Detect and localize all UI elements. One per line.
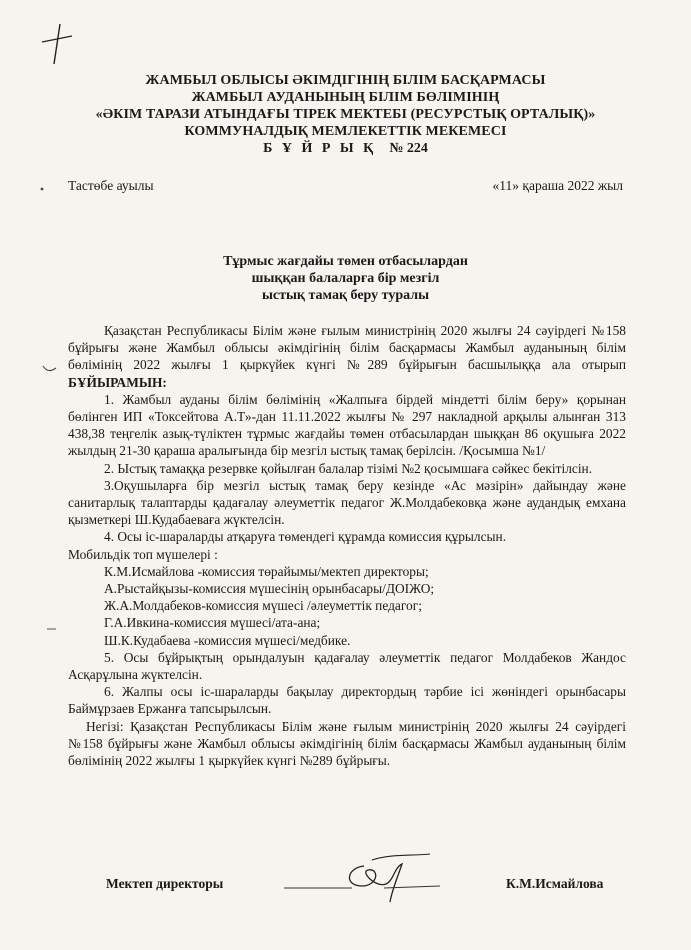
member-4: Г.А.Ивкина-комиссия мүшесі/ата-ана; — [104, 615, 321, 631]
item-2: 2. Ыстық тамаққа резервке қойылған балалар тізімі №2 қосымшаға сәйкес бекітілсін. — [104, 460, 593, 476]
header-line-3: «ӘКІМ ТАРАЗИ АТЫНДАҒЫ ТІРЕК МЕКТЕБІ (РЕСУРСТЫҚ ОРТАЛЫҚ)» — [95, 107, 596, 122]
item-4: 4. Осы іс-шараларды атқаруға төмендегі құрамда комиссия құрылсын. — [104, 529, 507, 545]
signer-name: К.М.Исмайлова — [506, 876, 604, 891]
item-5: 5. Осы бұйрықтың орындалуын қадағалау әлеуметтік педагог Молдабеков Жандос Асқарұлына жүктелсін. — [68, 649, 626, 683]
order-word: Б Ұ Й Р Ы Қ — [263, 141, 377, 156]
intro-emphasis: БҰЙЫРАМЫН: — [68, 374, 167, 390]
document-header — [0, 72, 691, 157]
handwritten-signature — [280, 846, 450, 906]
handwritten-cross-mark — [38, 22, 78, 66]
order-title — [0, 253, 691, 304]
item-1: 1. Жамбыл ауданы білім бөлімінің «Жалпыға бірдей міндетті білім беру» қорынан бөлінген ИП «Токсейтова А.Т»-дан 11.11.2022 жылғы № 297 накладной арқылы алынған 313 438,38 теңгелік азық-түліктен тұрмыс жағдайы төмен отбасылардан шыққан 86 оқушыға 2022 жылдың 21-30 қараша аралығында бір мезгіл ыстық тамақ берілсін. /Қосымша №1/ — [68, 391, 626, 459]
margin-check-mark — [42, 364, 58, 374]
margin-dot-mark — [38, 186, 46, 192]
member-3: Ж.А.Молдабеков-комиссия мүшесі /әлеуметтік педагог; — [104, 598, 422, 614]
item-3: 3.Оқушыларға бір мезгіл ыстық тамақ беру кезінде «Ас мәзірін» дайындау және санитарлық талаптарды қадағалау әлеуметтік педагог Ж.Молдабековқа және аудандық емхана қызметкері Ш.Кудабаеваға жүктелсін. — [68, 477, 626, 528]
header-line-2: ЖАМБЫЛ АУДАНЫНЫҢ БІЛІМ БӨЛІМІНІҢ — [191, 90, 500, 105]
place-name: Тастөбе ауылы — [68, 178, 154, 193]
title-line-1: Тұрмыс жағдайы төмен отбасылардан — [223, 254, 468, 269]
title-line-2: шыққан балаларға бір мезгіл — [251, 271, 440, 286]
title-line-3: ыстық тамақ беру туралы — [261, 288, 430, 303]
order-number: № 224 — [389, 141, 428, 156]
member-1: К.М.Исмайлова -комиссия төрайымы/мектеп директоры; — [104, 563, 429, 579]
signer-role: Мектеп директоры — [106, 876, 224, 891]
group-label: Мобильдік топ мүшелері : — [68, 546, 218, 562]
order-heading — [0, 140, 691, 157]
order-body — [68, 322, 626, 769]
intro-paragraph — [68, 322, 626, 391]
header-line-1: ЖАМБЫЛ ОБЛЫСЫ ӘКІМДІГІНІҢ БІЛІМ БАСҚАРМАСЫ — [145, 73, 546, 88]
member-5: Ш.К.Кудабаева -комиссия мүшесі/медбике. — [104, 632, 351, 648]
basis-paragraph: Негізі: Қазақстан Республикасы Білім және ғылым министрінің 2020 жылғы 24 сәуірдегі №158 бұйрығы және Жамбыл облысы әкімдігінің білім басқармасы Жамбыл ауданының білім бөлімінің 2022 жылғы 1 қыркүйек күнгі №289 бұйрығы. — [68, 718, 626, 769]
item-6: 6. Жалпы осы іс-шараларды бақылау директордың тәрбие ісі жөніндегі орынбасары Баймұрзаев Ержанға тапсырылсын. — [68, 684, 626, 717]
margin-dash-mark — [46, 626, 58, 632]
header-line-4: КОММУНАЛДЫҚ МЕМЛЕКЕТТІК МЕКЕМЕСІ — [184, 124, 507, 139]
member-2: А.Рыстайқызы-комиссия мүшесінің орынбасары/ДОІЖО; — [104, 581, 435, 597]
intro-text: Қазақстан Республикасы Білім және ғылым министрінің 2020 жылғы 24 сәуірдегі №158 бұйрығы және Жамбыл облысы әкімдігінің білім басқармасы Жамбыл ауданының білім бөлімінің 2022 жылғы 1 қыркүйек күнгі №289 бұйрығын басшылыққа ала отырып — [68, 323, 626, 373]
order-date: «11» қараша 2022 жыл — [492, 178, 623, 193]
